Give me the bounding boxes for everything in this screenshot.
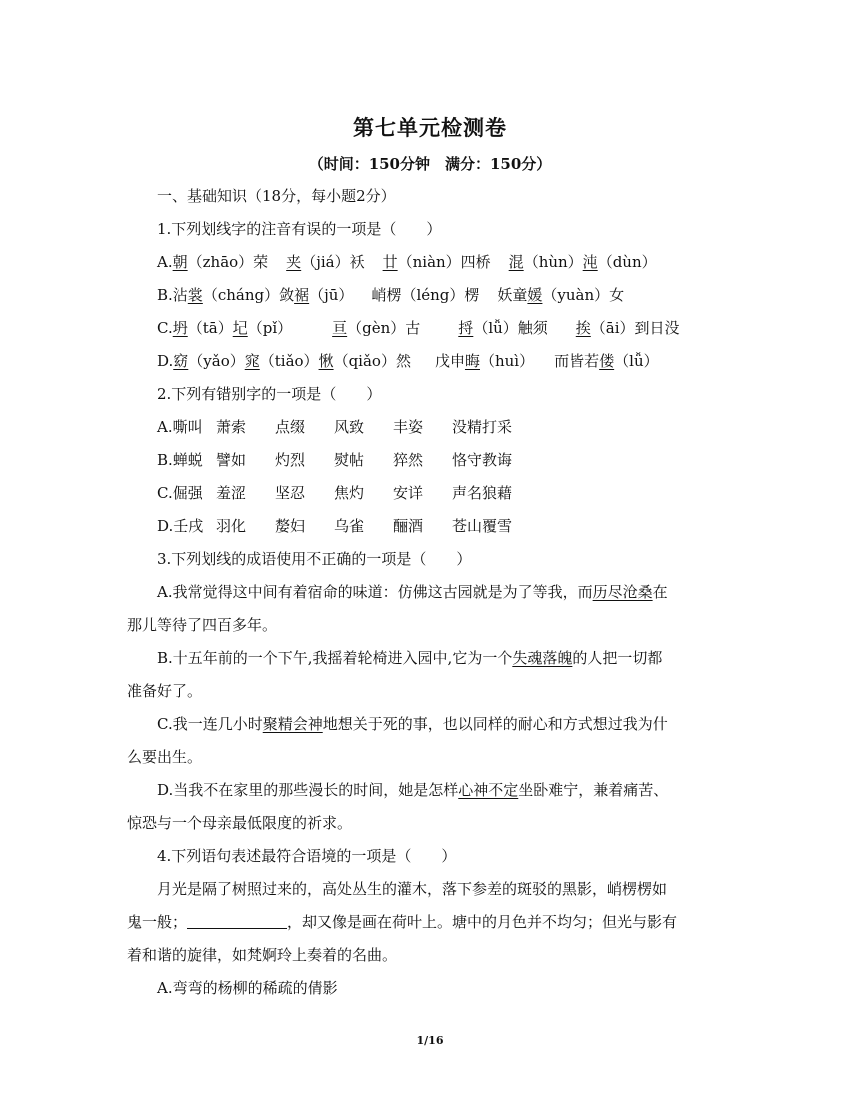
question-4-passage-line-3: 着和谐的旋律，如梵婀玲上奏着的名曲。 <box>127 946 398 964</box>
question-3-option-c: C.我一连几小时聚精会神地想关于死的事，也以同样的耐心和方式想过我为什 <box>157 715 668 733</box>
question-2-stem: 2.下列有错别字的一项是（ ） <box>157 385 382 403</box>
question-3-option-a: A.我常觉得这中间有着宿命的味道：仿佛这古园就是为了等我，而历尽沧桑在 <box>157 583 668 601</box>
question-1-stem: 1.下列划线字的注音有误的一项是（ ） <box>157 220 442 238</box>
answer-blank <box>187 910 287 929</box>
question-3-option-a-cont: 那儿等待了四百多年。 <box>127 616 278 634</box>
page-title: 第七单元检测卷 <box>353 115 507 140</box>
question-4-passage-line-1: 月光是隔了树照过来的，高处丛生的灌木，落下参差的斑驳的黑影，峭楞楞如 <box>157 880 668 898</box>
question-4-stem: 4.下列语句表述最符合语境的一项是（ ） <box>157 847 457 865</box>
exam-subtitle: （时间：150分钟 满分：150分） <box>308 155 552 173</box>
question-1-option-b: B.沾裳（cháng）敛裾（jū） 峭楞（léng）楞 妖童媛（yuàn）女 <box>157 286 625 304</box>
question-3-stem: 3.下列划线的成语使用不正确的一项是（ ） <box>157 550 472 568</box>
question-1-option-d: D.窈（yǎo）窕（tiǎo）愀（qiǎo）然 戊申晦（huì） 而皆若偻（lǚ） <box>157 352 659 370</box>
question-2-option-d: D.壬戌 羽化 嫠妇 乌雀 酾酒 苍山覆雪 <box>157 517 513 535</box>
question-3-option-d-cont: 惊恐与一个母亲最低限度的祈求。 <box>127 814 353 832</box>
question-3-option-b: B.十五年前的一个下午,我摇着轮椅进入园中,它为一个失魂落魄的人把一切都 <box>157 649 663 667</box>
question-1-option-c: C.坍（tā）圮（pǐ） 亘（gèn）古 捋（lǚ）触须 挨（āi）到日没 <box>157 319 680 337</box>
question-3-option-d: D.当我不在家里的那些漫长的时间，她是怎样心神不定坐卧难宁，兼着痛苦、 <box>157 781 669 799</box>
section-heading: 一、基础知识（18分，每小题2分） <box>157 187 396 205</box>
exam-body <box>127 180 737 1005</box>
question-4-option-a: A.弯弯的杨柳的稀疏的倩影 <box>157 979 338 997</box>
question-3-option-c-cont: 么要出生。 <box>127 748 203 766</box>
question-1-option-a: A.朝（zhāo）荣 夹（jiá）袄 廿（niàn）四桥 混（hùn）沌（dùn） <box>157 253 657 271</box>
question-2-option-b: B.蝉蜕 譬如 灼烈 熨帖 猝然 恪守教诲 <box>157 451 513 469</box>
question-4-passage-line-2: 鬼一般； ，却又像是画在荷叶上。塘中的月色并不均匀；但光与影有 <box>127 906 737 939</box>
question-2-option-a: A.嘶叫 萧索 点缀 风致 丰姿 没精打采 <box>157 418 513 436</box>
page-number: 1/16 <box>416 1034 444 1047</box>
question-2-option-c: C.倔强 羞涩 坚忍 焦灼 安详 声名狼藉 <box>157 484 513 502</box>
question-3-option-b-cont: 准备好了。 <box>127 682 203 700</box>
